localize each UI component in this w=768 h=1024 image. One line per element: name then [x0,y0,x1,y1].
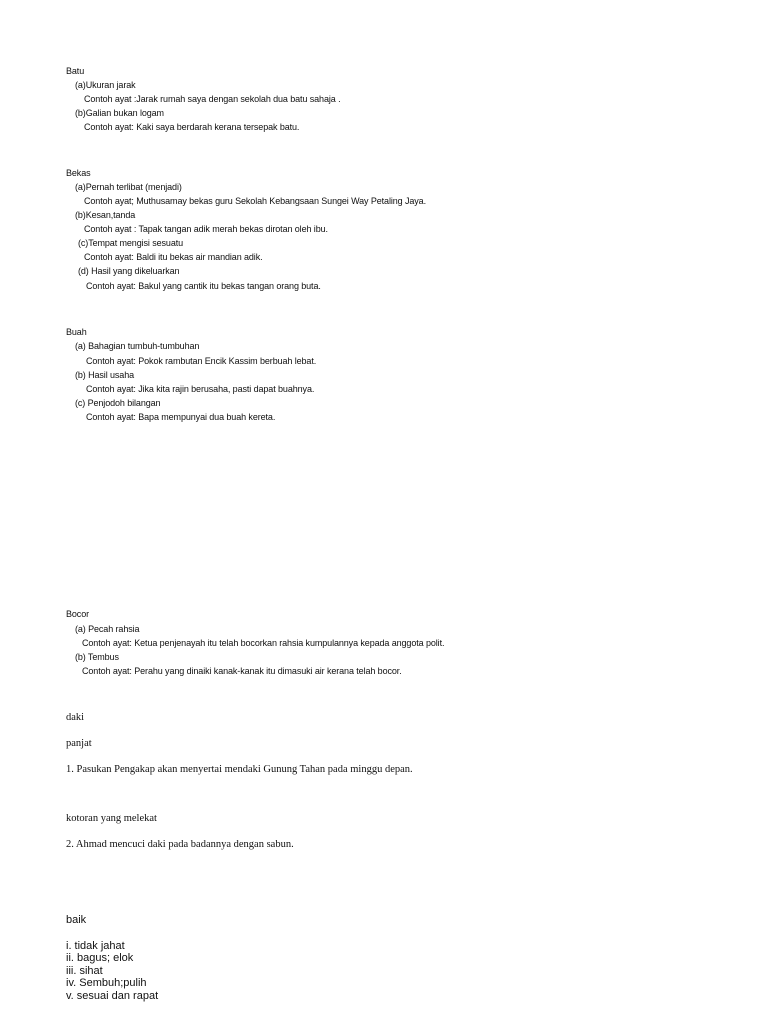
example-sentence: Contoh ayat: Bapa mempunyai dua buah kereta. [86,412,276,422]
example-sentence: 2. Ahmad mencuci daki pada badannya dengan sabun. [66,839,294,850]
example-sentence: Contoh ayat: Bakul yang cantik itu bekas tangan orang buta. [86,281,321,291]
meaning-text: panjat [66,738,92,749]
sense-label: (d) Hasil yang dikeluarkan [78,266,180,276]
list-item: iii. sihat [66,965,103,977]
example-sentence: Contoh ayat: Ketua penjenayah itu telah bocorkan rahsia kumpulannya kepada anggota polit. [82,638,445,648]
example-sentence: Contoh ayat: Baldi itu bekas air mandian adik. [84,252,263,262]
sense-label: (a) Pecah rahsia [75,624,140,634]
sense-label: (c)Tempat mengisi sesuatu [78,238,184,248]
example-sentence: Contoh ayat: Pokok rambutan Encik Kassim berbuah lebat. [86,356,317,366]
sense-label: (b)Kesan,tanda [75,210,136,220]
sense-label: (b) Tembus [75,652,119,662]
entry-heading-buah: Buah [66,327,87,337]
sense-label: (c) Penjodoh bilangan [75,398,161,408]
list-item: ii. bagus; elok [66,952,134,964]
sense-label: (b) Hasil usaha [75,370,135,380]
list-item: i. tidak jahat [66,940,125,952]
entry-heading-daki: daki [66,712,85,723]
entry-heading-bekas: Bekas [66,168,91,178]
example-sentence: Contoh ayat :Jarak rumah saya dengan sekolah dua batu sahaja . [84,94,341,104]
sense-label: (a)Ukuran jarak [75,80,136,90]
example-sentence: 1. Pasukan Pengakap akan menyertai mendaki Gunung Tahan pada minggu depan. [66,764,413,775]
example-sentence: Contoh ayat : Tapak tangan adik merah bekas dirotan oleh ibu. [84,224,328,234]
sense-label: (a) Bahagian tumbuh-tumbuhan [75,341,200,351]
list-item: iv. Sembuh;pulih [66,977,147,989]
example-sentence: Contoh ayat: Jika kita rajin berusaha, pasti dapat buahnya. [86,384,315,394]
entry-heading-bocor: Bocor [66,609,90,619]
entry-heading-batu: Batu [66,66,85,76]
example-sentence: Contoh ayat: Kaki saya berdarah kerana tersepak batu. [84,122,300,132]
entry-heading-baik: baik [66,914,87,926]
example-sentence: Contoh ayat: Perahu yang dinaiki kanak-kanak itu dimasuki air kerana telah bocor. [82,666,402,676]
sense-label: (a)Pernah terlibat (menjadi) [75,182,182,192]
list-item: v. sesuai dan rapat [66,990,159,1002]
example-sentence: Contoh ayat; Muthusamay bekas guru Sekolah Kebangsaan Sungei Way Petaling Jaya. [84,196,426,206]
sense-label: (b)Galian bukan logam [75,108,164,118]
meaning-text: kotoran yang melekat [66,813,157,824]
